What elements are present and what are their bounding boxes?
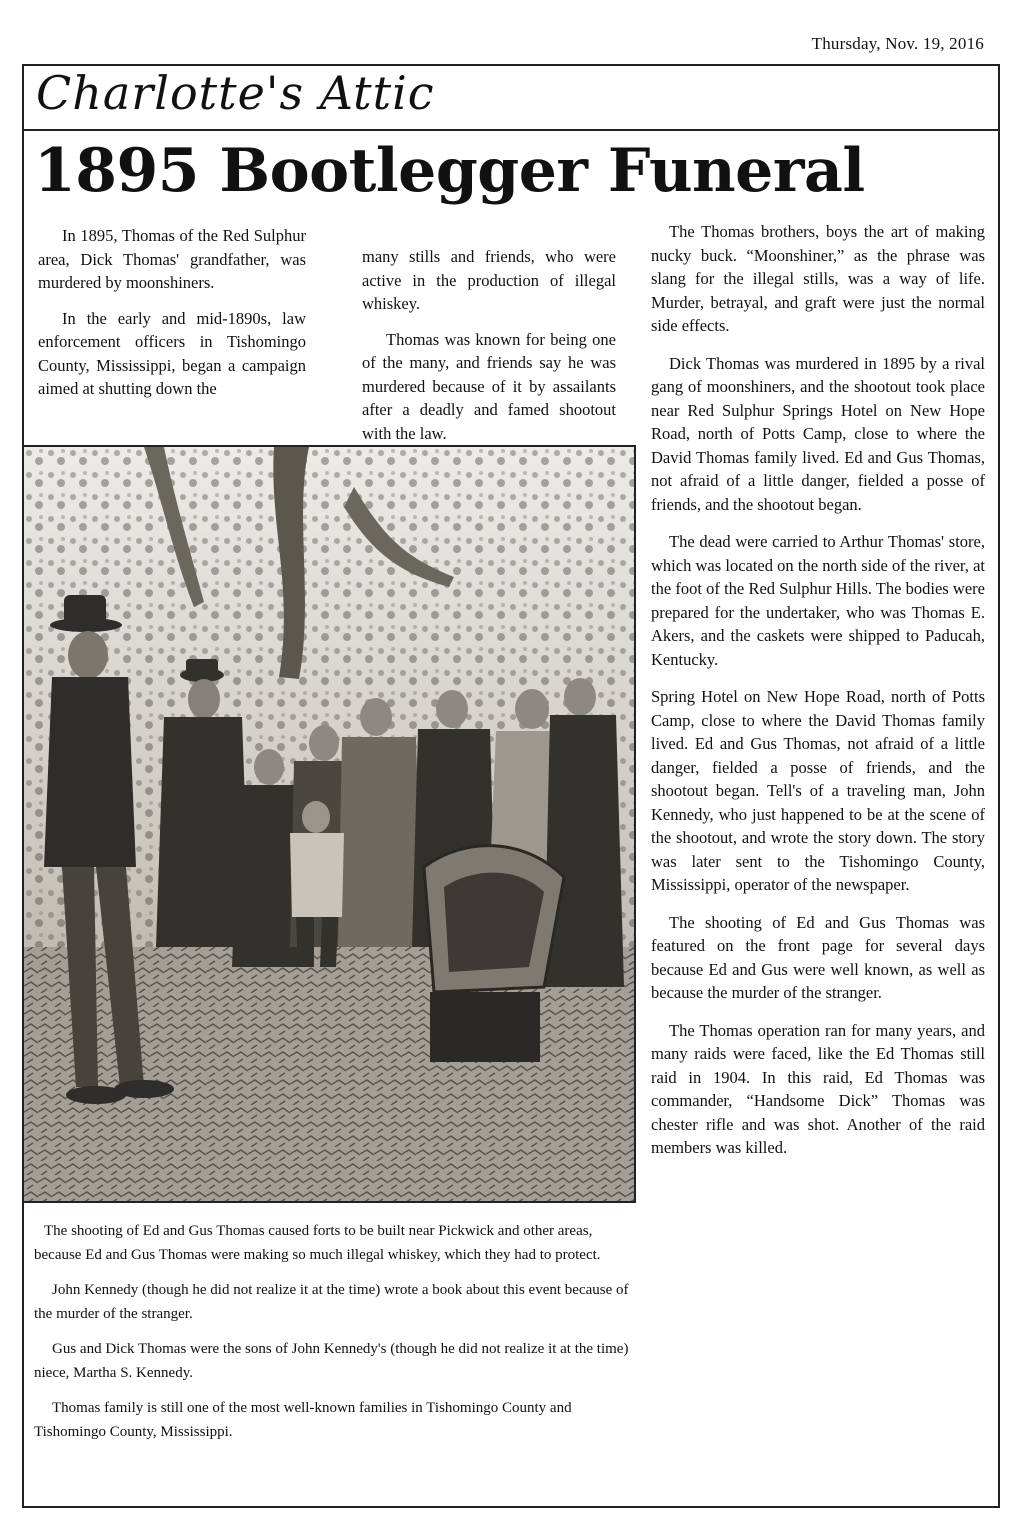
paragraph: The shooting of Ed and Gus Thomas was featured on the front page for several days because Ed and Gus were well known, as well as because the murder of the stranger.	[651, 912, 985, 1002]
column-3	[651, 220, 985, 1174]
article-headline: 1895 Bootlegger Funeral	[34, 136, 865, 206]
issue-date: Thursday, Nov. 19, 2016	[811, 34, 984, 53]
paragraph: many stills and friends, who were active in the production of illegal whiskey.	[362, 247, 616, 313]
paragraph: In the early and mid-1890s, law enforcement officers in Tishomingo County, Mississippi, began a campaign aimed at shutting down the	[38, 308, 306, 398]
caption-paragraph: The shooting of Ed and Gus Thomas caused forts to be built near Pickwick and other areas, because Ed and Gus Thomas were making so much illegal whiskey, which they had to protect.	[34, 1223, 601, 1263]
photo-caption	[34, 1220, 638, 1456]
paragraph: Spring Hotel on New Hope Road, north of Potts Camp, close to where the David Thomas family lived. Ed and Gus Thomas, not afraid of a little danger, fielded a posse of friends, and the shootout began. Tell's of a traveling man, John Kennedy, who just happened to be at the scene of the shootout, and wrote the story down. The story was later sent to the Tishomingo County, Mississippi, operator of the newspaper.	[651, 687, 985, 894]
paragraph: Thomas was known for being one of the many, and friends say he was murdered because of it by assailants after a deadly and famed shootout with the law.	[362, 329, 616, 443]
masthead-title: Charlotte's Attic	[36, 66, 435, 120]
caption-paragraph: Gus and Dick Thomas were the sons of John Kennedy's (though he did not realize it at the time) niece, Martha S. Kennedy.	[34, 1341, 629, 1381]
paragraph: Dick Thomas was murdered in 1895 by a rival gang of moonshiners, and the shootout took place near Red Sulphur Springs Hotel on New Hope Road, north of Potts Camp, close to where the David Thomas family lived. Ed and Gus Thomas, not afraid of a little danger, fielded a posse of friends, and the shootout began.	[651, 353, 985, 514]
paragraph: The Thomas operation ran for many years, and many raids were faced, like the Ed Thomas still raid in 1904. In this raid, Ed Thomas was commander, “Handsome Dick” Thomas was chester rifle and was shot. Another of the raid members was killed.	[651, 1020, 985, 1157]
column-2	[362, 245, 616, 457]
masthead-divider	[22, 129, 1000, 131]
caption-paragraph: John Kennedy (though he did not realize it at the time) wrote a book about this event because of the murder of the stranger.	[34, 1282, 629, 1322]
funeral-photograph	[22, 445, 636, 1203]
column-1	[38, 224, 306, 401]
caption-paragraph: Thomas family is still one of the most well-known families in Tishomingo County and Tishomingo County, Mississippi.	[34, 1400, 572, 1440]
paragraph: The dead were carried to Arthur Thomas' store, which was located on the north side of the river, at the foot of the Red Sulphur Hills. The bodies were prepared for the undertaker, who was Thomas E. Akers, and the caskets were shipped to Paducah, Kentucky.	[651, 532, 985, 669]
paragraph: The Thomas brothers, boys the art of making nucky buck. “Moonshiner,” as the phrase was slang for the illegal stills, was a way of life. Murder, betrayal, and graft were just the normal side effects.	[651, 222, 985, 335]
paragraph: In 1895, Thomas of the Red Sulphur area, Dick Thomas' grandfather, was murdered by moonshiners.	[38, 226, 306, 292]
